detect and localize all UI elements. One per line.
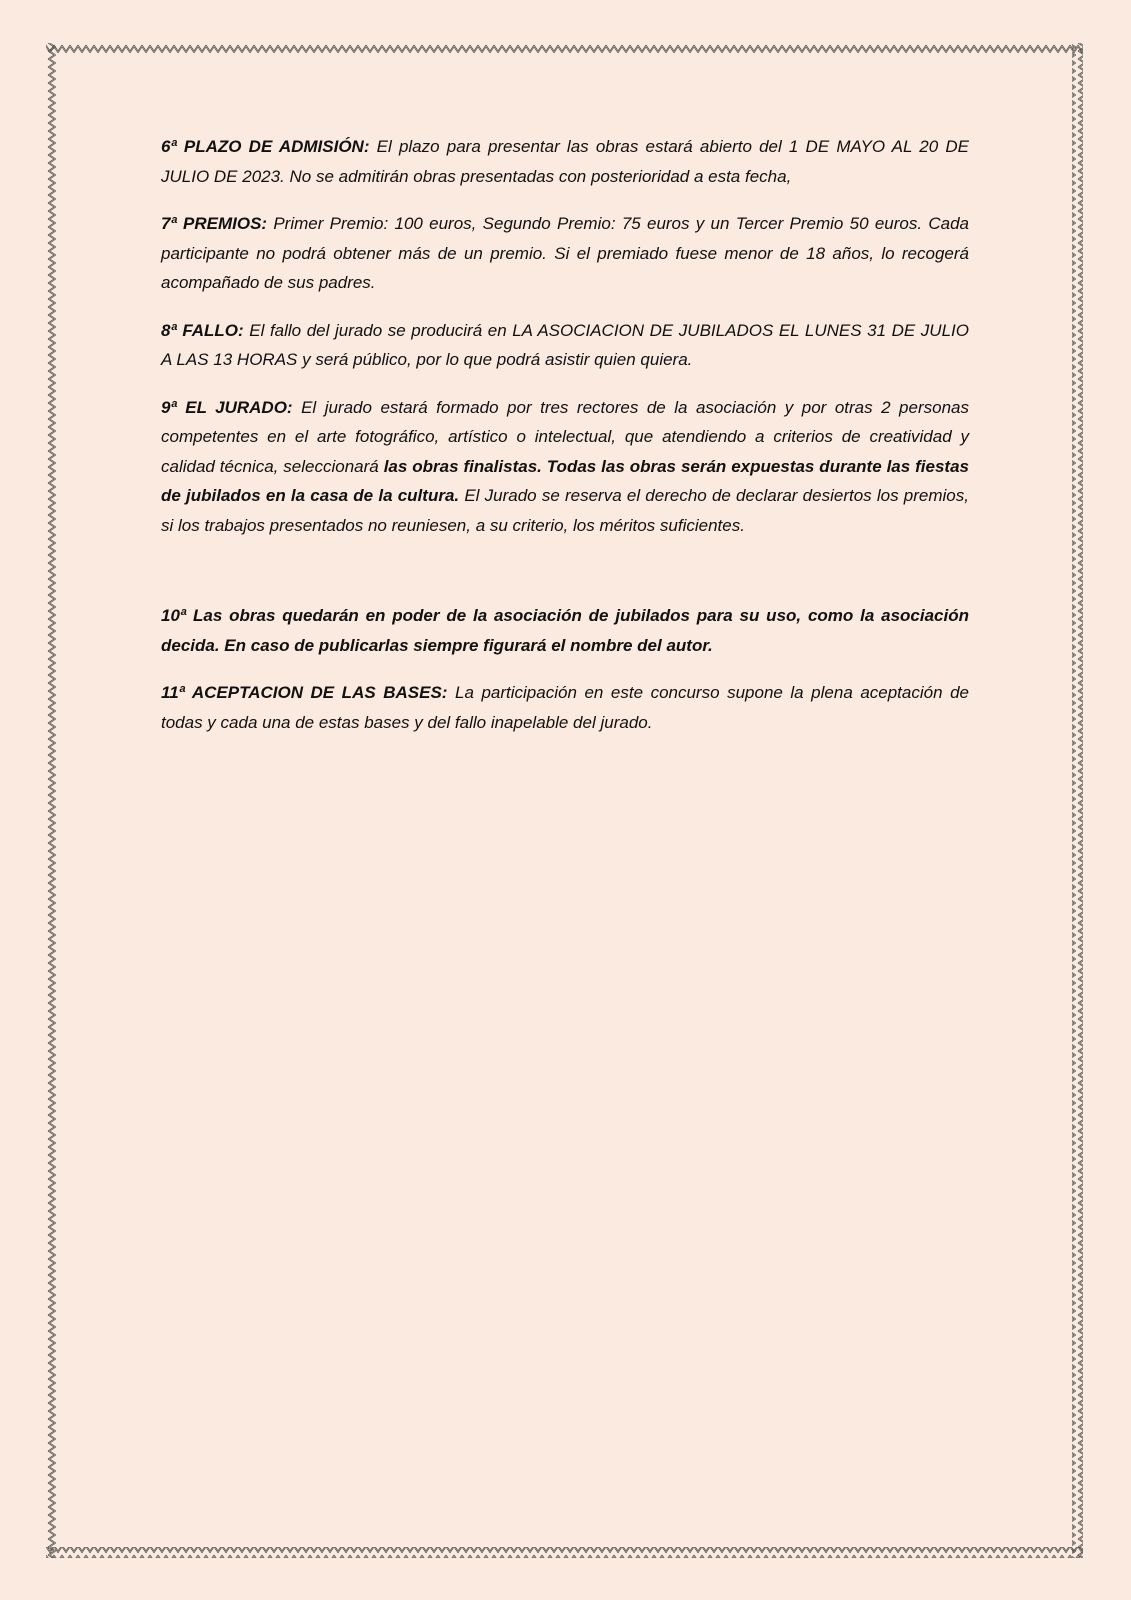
clause-11-text: La participación en este concurso supone la plena aceptación de todas y cada una de estas bases y del fallo inapelable del jurado.	[161, 683, 970, 732]
clause-9-text-b: El Jurado se reserva el derecho de declarar desiertos los premios, si los trabajos presentados no reuniesen, a su criterio, los méritos suficientes.	[161, 486, 969, 535]
clause-6-plazo-admision	[161, 132, 969, 191]
document-body	[161, 132, 969, 755]
clause-9-jurado	[161, 393, 969, 541]
clause-7-heading: 7ª PREMIOS:	[161, 214, 268, 233]
clause-9-bold-text: las obras finalistas. Todas las obras serán expuestas durante las fiestas de jubilados en la casa de la cultura.	[161, 456, 969, 505]
clause-11-aceptacion	[161, 678, 969, 737]
clause-6-text: El plazo para presentar las obras estará abierto del 1 DE MAYO AL 20 DE JULIO DE 2023. No se admitirán obras presentadas con posterioridad a esta fecha,	[161, 137, 969, 186]
clause-7-text: Primer Premio: 100 euros, Segundo Premio: 75 euros y un Tercer Premio 50 euros. Cada participante no podrá obtener más de un premio. Si el premiado fuese menor de 18 años, lo recogerá acompañado de sus padres.	[161, 214, 969, 292]
clause-7-premios	[161, 209, 969, 298]
clause-11-heading: 11ª ACEPTACION DE LAS BASES:	[161, 683, 448, 702]
clause-6-heading: 6ª PLAZO DE ADMISIÓN:	[161, 137, 370, 156]
clause-10-text: 10ª Las obras quedarán en poder de la asociación de jubilados para su uso, como la asociación decida. En caso de publicarlas siempre figurará el nombre del autor.	[161, 606, 969, 655]
clause-8-heading: 8ª FALLO:	[161, 320, 244, 340]
clause-8-fallo	[161, 316, 969, 375]
clause-10-uso-obras	[161, 601, 969, 660]
clause-9-text-a: El jurado estará formado por tres rectores de la asociación y por otras 2 personas competentes en el arte fotográfico, artístico o intelectual, que atendiendo a criterios de creatividad y calidad técnica, seleccionará	[161, 397, 969, 476]
clause-8-text: El fallo del jurado se producirá en LA ASOCIACION DE JUBILADOS EL LUNES 31 DE JULIO A LAS 13 HORAS y será público, por lo que podrá asistir quien quiera.	[161, 320, 969, 369]
blank-space	[161, 558, 969, 601]
clause-9-heading: 9ª EL JURADO:	[161, 397, 293, 417]
